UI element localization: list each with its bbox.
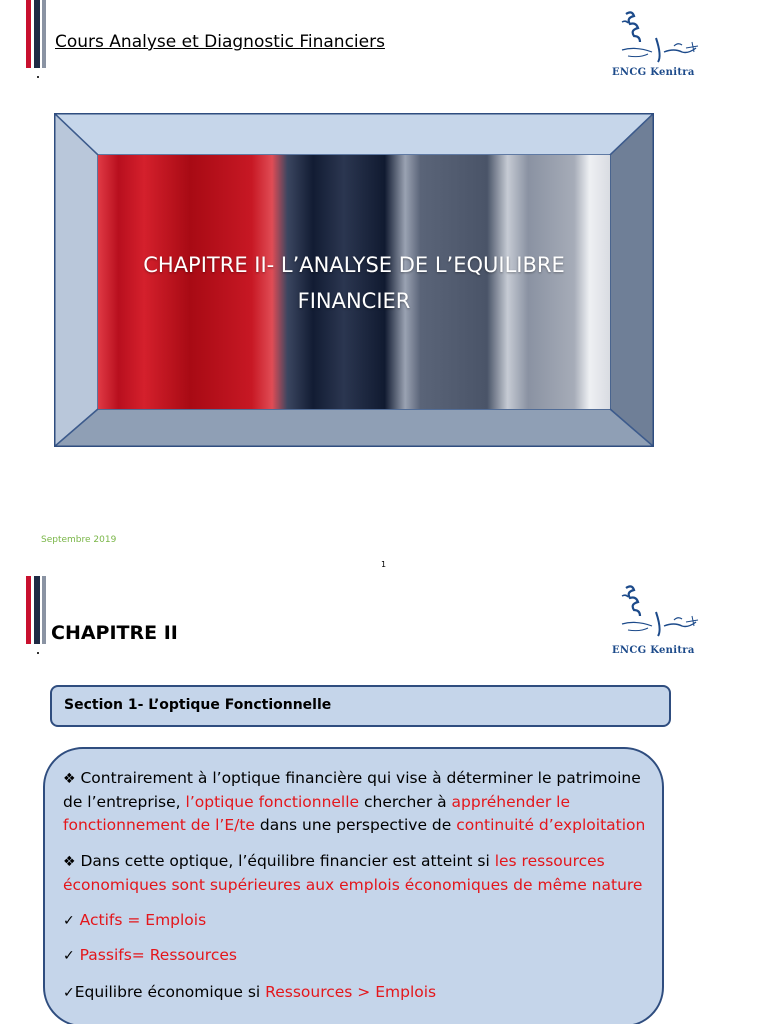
text: dans une perspective de bbox=[254, 816, 457, 834]
check-item-2 bbox=[63, 944, 663, 968]
logo-mark-icon bbox=[612, 8, 712, 68]
page-number: 1 bbox=[381, 560, 387, 569]
bullet-paragraph-1 bbox=[63, 767, 663, 837]
diamond-bullet-icon: ❖ bbox=[63, 771, 76, 787]
logo-mark-icon bbox=[612, 582, 712, 642]
diamond-bullet-icon: ❖ bbox=[63, 854, 76, 870]
highlight-text: Ressources > Emplois bbox=[265, 983, 437, 1001]
check-icon: ✓ bbox=[63, 948, 75, 964]
section-title-box bbox=[50, 685, 671, 727]
text: Contrairement à l’optique financière qui vise à déterminer le patrimoine de l’entreprise, bbox=[63, 769, 641, 811]
check-icon: ✓ bbox=[63, 985, 75, 1001]
course-title: Cours Analyse et Diagnostic Financiers bbox=[55, 32, 385, 52]
check-item-3 bbox=[63, 981, 663, 1005]
accent-bars bbox=[26, 576, 48, 644]
slide-2 bbox=[0, 572, 768, 1024]
check-icon: ✓ bbox=[63, 913, 75, 929]
chapter-title-line-2: FINANCIER bbox=[297, 289, 411, 313]
check-text: Passifs= Ressources bbox=[74, 946, 237, 964]
highlight-text: continuité d’exploitation bbox=[456, 816, 646, 834]
marker-dot bbox=[37, 652, 39, 654]
encg-logo bbox=[612, 8, 712, 80]
text: Dans cette optique, l’équilibre financier est atteint si bbox=[75, 852, 495, 870]
chapter-title-line-1: CHAPITRE II- L’ANALYSE DE L’EQUILIBRE bbox=[143, 253, 565, 277]
logo-text: ENCG Kenitra bbox=[612, 645, 695, 656]
check-text: Equilibre économique si bbox=[74, 983, 266, 1001]
highlight-text: les ressources économiques sont supérieures aux emplois économiques de même nature bbox=[63, 852, 643, 894]
highlight-text: l’optique fonctionnelle bbox=[185, 793, 360, 811]
text: chercher à bbox=[359, 793, 452, 811]
chapter-title bbox=[94, 247, 614, 319]
encg-logo bbox=[612, 582, 712, 654]
section-title: Section 1- L’optique Fonctionnelle bbox=[64, 697, 332, 713]
bullet-paragraph-2 bbox=[63, 850, 663, 897]
slide-date: Septembre 2019 bbox=[41, 535, 117, 545]
highlight-text: appréhender le fonctionnement de l’E/te bbox=[63, 793, 570, 834]
marker-dot bbox=[37, 76, 39, 78]
check-item-1 bbox=[63, 909, 663, 933]
chapter-title-frame bbox=[54, 113, 654, 447]
check-text: Actifs = Emplois bbox=[74, 911, 207, 929]
accent-bars bbox=[26, 0, 48, 68]
logo-text: ENCG Kenitra bbox=[612, 67, 695, 78]
chapter-label: CHAPITRE II bbox=[51, 622, 178, 644]
content-box bbox=[43, 747, 664, 1024]
